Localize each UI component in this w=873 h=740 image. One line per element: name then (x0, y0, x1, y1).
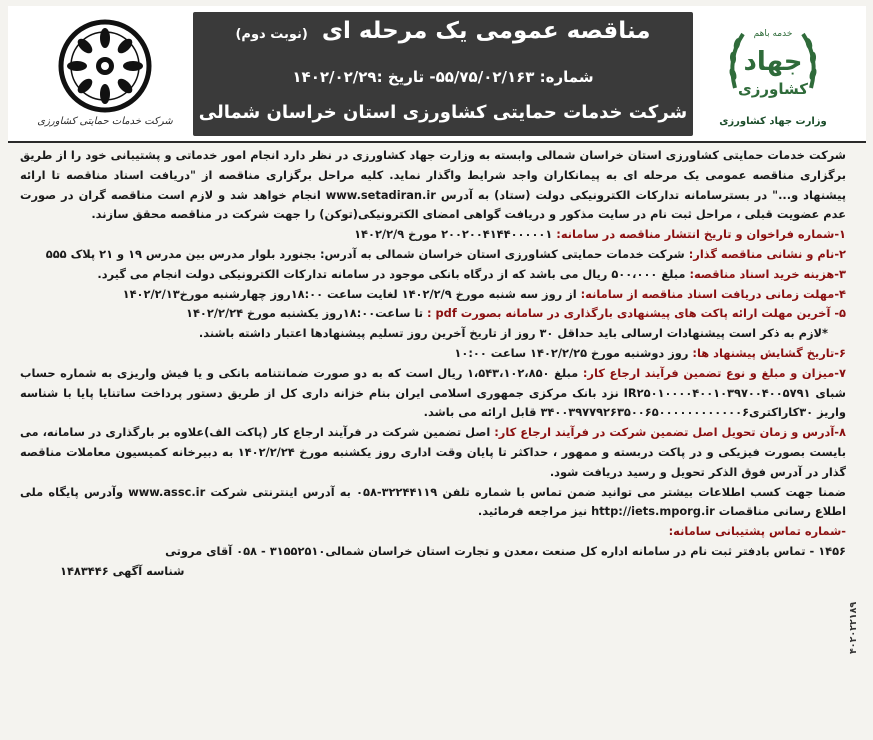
issuer-company: شرکت خدمات حمایتی کشاورزی استان خراسان شمالی (198, 102, 688, 123)
item-3-text: مبلغ ۵۰۰،۰۰۰ ریال می باشد که از درگاه بانکی موجود در سامانه تدارکات الکترونیکی دولت انجام می گیرد. (97, 266, 690, 281)
item-6-head: ۶-تاریخ گشایش پیشنهاد ها: (692, 345, 846, 360)
item-7 (20, 364, 846, 423)
ministry-logo-word1: جهاد (743, 47, 803, 77)
item-5-head: ۵- آخرین مهلت ارائه پاکت های پیشنهادی بارگذاری در سامانه بصورت pdf : (426, 306, 846, 321)
company-logo (30, 18, 180, 136)
ministry-logo-top-text: خدمه باهم (753, 29, 793, 39)
item-3 (20, 265, 846, 285)
ministry-logo-caption: وزارت جهاد کشاورزی (719, 116, 827, 127)
side-code: ۴۰۲۰۲۲۱۸۹ (848, 602, 859, 655)
intro-paragraph: شرکت خدمات حمایتی کشاورزی استان خراسان شمالی وابسته به وزارت جهاد کشاورزی در نظر دارد انجام امور خدماتی و پشتیبانی خود را از طریق برگزاری مناقصه عمومی یک مرحله ای به پیمانکاران واجد شرایط واگذار نماید. کلیه مراحل برگزاری مناقصه از "دریافت اسناد مناقصه تا ارائه پیشنهاد و..." در بسترسامانه تدارکات الکترونیکی دولت (ستاد) به آدرس www.setadiran.ir انجام خواهد شد و لازم است مناقصه گران در صورت عدم عضویت قبلی ، مراحل ثبت نام در سایت مذکور و دریافت گواهی امضای الکترونیکی(توکن) را جهت شرکت در مناقصه محقق سازند. (20, 148, 846, 222)
item-4-head: ۴-مهلت زمانی دریافت اسناد مناقصه از سامانه: (580, 286, 846, 301)
notice-round: (نوبت دوم) (235, 27, 308, 42)
item-7-text: مبلغ ۱،۵۴۳،۱۰۲،۸۵۰ ریال است که به دو صورت ضمانتنامه بانکی و یا فیش واریزی به شماره حساب شبای IR۲۵۰۱۰۰۰۰۴۰۰۱۰۳۹۷۰۰۴۰۰۵۷۹۱ نزد بانک مرکزی جمهوری اسلامی ایران بنام خزانه داری کل از طریق دستور پرداخت ساتنایا پایا با شناسه واریز ۳۰کاراکتری۳۴۰۰۳۹۷۷۹۲۶۳۵۰۰۶۵۰۰۰۰۰۰۰۰۰۰۰۰۶ قابل ارائه می باشد. (20, 365, 846, 420)
support-heading: -شماره تماس پشتیبانی سامانه: (668, 524, 846, 539)
contact-paragraph: ضمنا جهت کسب اطلاعات بیشتر می توانید ضمن تماس با شماره تلفن ۳۲۲۴۴۱۱۹-۰۵۸ به آدرس اینترنتی شرکت www.assc.ir وآدرس پایگاه ملی اطلاع رسانی مناقصات http://iets.mporg.ir نیز مراجعه فرمائید. (20, 484, 847, 519)
item-8 (20, 423, 846, 482)
item-2-text: شرکت خدمات حمایتی کشاورزی استان خراسان شمالی به آدرس: بجنورد بلوار مدرس بین مدرس ۱۹ و ۲۱ پلاک ۵۵۵ (45, 246, 689, 261)
item-2 (20, 245, 846, 265)
item-7-head: ۷-میزان و مبلغ و نوع تضمین فرآیند ارجاع کار: (582, 365, 846, 380)
notice-number-date: شماره: ۵۵/۷۵/۰۲/۱۶۳- تاریخ :۱۴۰۲/۰۲/۲۹ (292, 68, 594, 86)
item-1-text: ۲۰۰۲۰۰۴۱۴۴۰۰۰۰۰۱ مورخ ۱۴۰۲/۲/۹ (354, 227, 557, 242)
notice-body (20, 146, 846, 582)
item-2-head: ۲-نام و نشانی مناقصه گذار: (688, 246, 846, 261)
company-logo-caption: شرکت خدمات حمایتی کشاورزی (37, 116, 173, 127)
validity-note: *لازم به ذکر است پیشنهادات ارسالی باید حداقل ۳۰ روز از تاریخ آخرین روز تسلیم پیشنهادها اعتبار داشته باشند. (198, 326, 828, 341)
item-4 (20, 285, 846, 305)
item-5 (20, 304, 846, 324)
item-4-text: از روز سه شنبه مورخ ۱۴۰۲/۲/۹ لغایت ساعت ۱۸:۰۰روز چهارشنبه مورخ۱۴۰۲/۲/۱۳ (122, 286, 581, 301)
item-8-head: ۸-آدرس و زمان تحویل اصل تضمین شرکت در فرآیند ارجاع کار: (494, 425, 846, 440)
title-banner (193, 12, 693, 136)
ad-id: شناسه آگهی ۱۴۸۳۴۴۶ (60, 563, 185, 578)
ministry-logo-word2: کشاورزی (738, 80, 808, 98)
item-1 (20, 225, 846, 245)
ministry-logo (698, 18, 848, 136)
item-8-text: اصل تضمین شرکت در فرآیند ارجاع کار (پاکت الف)علاوه بر بارگذاری در سامانه، می بایست بصورت فیزیکی و در پاکت دربسته و ممهور ، حداکثر تا پایان وقت اداری روز یکشنبه مورخ ۱۴۰۲/۲/۲۴ به دبیرخانه کمیسیون معاملات مناقصه گذار در آدرس فوق الذکر تحویل و رسید دریافت شود. (20, 425, 846, 479)
notice-title (193, 18, 693, 44)
item-5-text: تا ساعت۱۸:۰۰روز یکشنبه مورخ ۱۴۰۲/۲/۲۴ (186, 306, 427, 321)
item-6-text: روز دوشنبه مورخ ۱۴۰۲/۲/۲۵ ساعت ۱۰:۰۰ (454, 345, 693, 360)
item-3-head: ۳-هزینه خرید اسناد مناقصه: (689, 266, 846, 281)
item-1-head: ۱-شماره فراخوان و تاریخ انتشار مناقصه در سامانه: (556, 227, 846, 242)
wheat-emblem-icon (57, 18, 153, 114)
notice-title-text: مناقصه عمومی یک مرحله ای (321, 18, 651, 44)
support-text: ۱۴۵۶ - تماس بادفتر ثبت نام در سامانه اداره کل صنعت ،معدن و تجارت استان خراسان شمالی۳۱۵۵۲۵۱۰ - ۰۵۸ آقای مروتی (165, 543, 846, 558)
ministry-emblem-icon (721, 18, 825, 114)
item-6 (20, 344, 846, 364)
notice-header (8, 6, 866, 143)
